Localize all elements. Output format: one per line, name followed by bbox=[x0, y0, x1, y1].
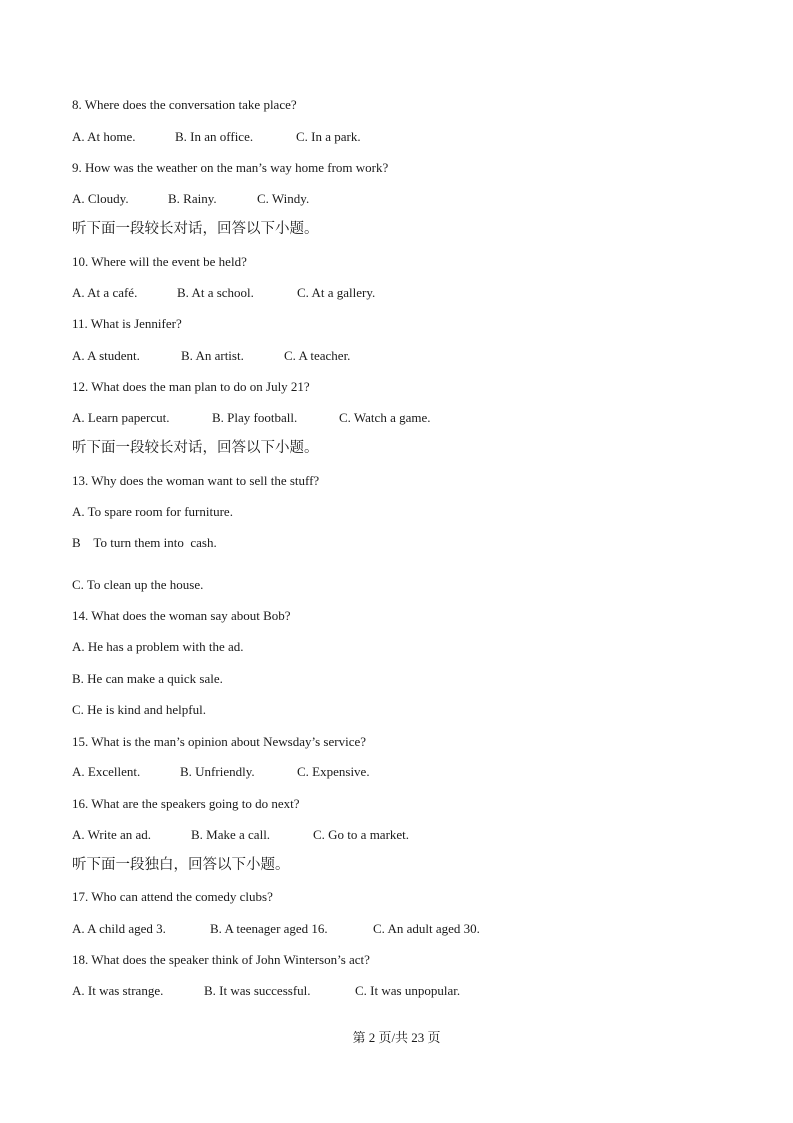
question-13-option-c: C. To clean up the house. bbox=[72, 577, 204, 592]
question-18-stem: 18. What does the speaker think of John Winterson’s act? bbox=[72, 952, 370, 967]
section-instruction: 听下面一段较长对话，回答以下小题。 bbox=[72, 440, 319, 456]
question-11-stem: 11. What is Jennifer? bbox=[72, 316, 182, 331]
option-c: C. Watch a game. bbox=[339, 410, 431, 425]
option-c: C. Windy. bbox=[257, 191, 310, 206]
question-13-option-b: B To turn them into cash. bbox=[72, 535, 217, 550]
question-15-stem: 15. What is the man’s opinion about Newsday’s service? bbox=[72, 734, 367, 749]
option-c: C. Go to a market. bbox=[313, 827, 410, 842]
option-a: A. Excellent. bbox=[72, 764, 141, 779]
option-c: C. A teacher. bbox=[284, 348, 351, 363]
section-instruction: 听下面一段独白，回答以下小题。 bbox=[72, 857, 290, 873]
question-17-stem: 17. Who can attend the comedy clubs? bbox=[72, 889, 273, 904]
question-12-stem: 12. What does the man plan to do on July 21? bbox=[72, 379, 310, 394]
option-b: B. An artist. bbox=[181, 348, 244, 363]
option-b: B. A teenager aged 16. bbox=[210, 921, 328, 936]
page-footer: 第 2 页/共 23 页 bbox=[352, 1030, 441, 1045]
question-13-option-a: A. To spare room for furniture. bbox=[72, 504, 233, 519]
option-a: A. Write an ad. bbox=[72, 827, 152, 842]
question-13-stem: 13. Why does the woman want to sell the stuff? bbox=[72, 473, 320, 488]
question-14-option-c: C. He is kind and helpful. bbox=[72, 702, 206, 717]
question-10-stem: 10. Where will the event be held? bbox=[72, 254, 247, 269]
option-c: C. At a gallery. bbox=[297, 285, 376, 300]
option-c: C. Expensive. bbox=[297, 764, 370, 779]
option-b: B. Unfriendly. bbox=[180, 764, 255, 779]
option-a: A. At home. bbox=[72, 129, 136, 144]
section-instruction: 听下面一段较长对话，回答以下小题。 bbox=[72, 221, 319, 237]
option-b: B. Rainy. bbox=[168, 191, 217, 206]
option-b: B. In an office. bbox=[175, 129, 254, 144]
option-b: B. Make a call. bbox=[191, 827, 271, 842]
option-a: A. Learn papercut. bbox=[72, 410, 170, 425]
option-a: A. At a café. bbox=[72, 285, 138, 300]
option-a: A. A student. bbox=[72, 348, 140, 363]
option-c: C. In a park. bbox=[296, 129, 361, 144]
option-c: C. An adult aged 30. bbox=[373, 921, 480, 936]
question-16-stem: 16. What are the speakers going to do next? bbox=[72, 796, 300, 811]
option-a: A. A child aged 3. bbox=[72, 921, 166, 936]
question-14-stem: 14. What does the woman say about Bob? bbox=[72, 608, 291, 623]
option-a: A. It was strange. bbox=[72, 983, 164, 998]
option-b: B. It was successful. bbox=[204, 983, 311, 998]
option-b: B. Play football. bbox=[212, 410, 298, 425]
question-9-stem: 9. How was the weather on the man’s way home from work? bbox=[72, 160, 389, 175]
question-14-option-b: B. He can make a quick sale. bbox=[72, 671, 223, 686]
question-14-option-a: A. He has a problem with the ad. bbox=[72, 639, 244, 654]
option-c: C. It was unpopular. bbox=[355, 983, 461, 998]
option-a: A. Cloudy. bbox=[72, 191, 129, 206]
question-8-stem: 8. Where does the conversation take place? bbox=[72, 97, 297, 112]
option-b: B. At a school. bbox=[177, 285, 254, 300]
